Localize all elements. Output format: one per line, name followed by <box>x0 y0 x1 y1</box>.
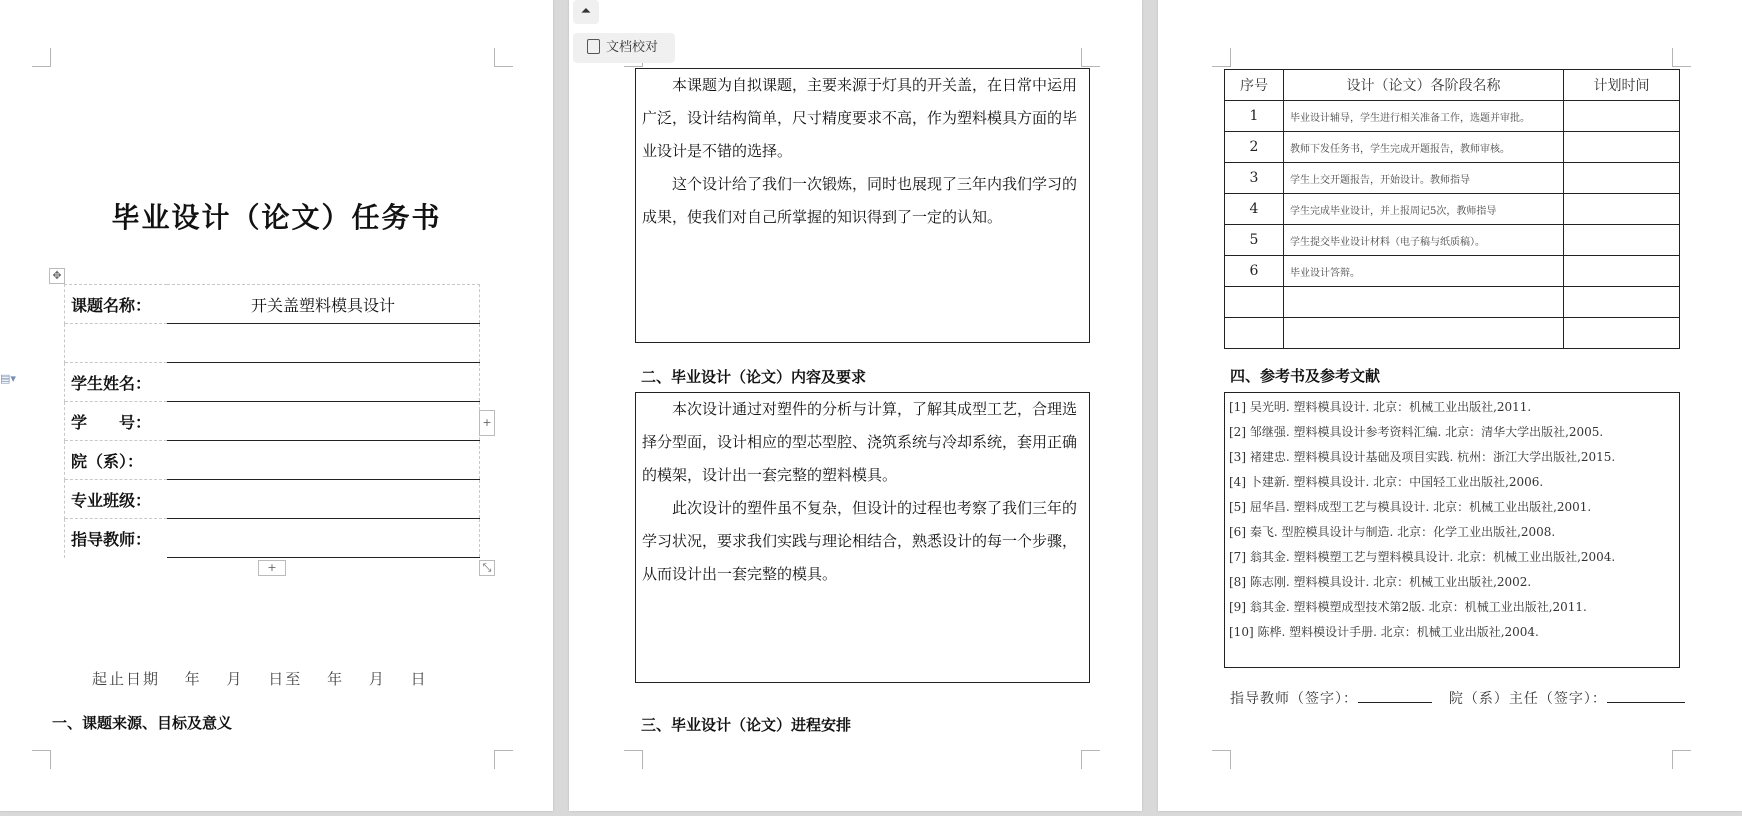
crop-mark <box>1212 48 1231 67</box>
teacher-signature-field[interactable] <box>1358 688 1432 703</box>
row-index <box>1225 318 1284 349</box>
table-row <box>1225 101 1680 132</box>
reference-item: [5] 屈华昌. 塑料成型工艺与模具设计. 北京：机械工业出版社,2001. <box>1229 500 1592 514</box>
stage-description: 毕业设计答辩。 <box>1284 256 1564 287</box>
reference-item: [4] 卜建新. 塑料模具设计. 北京：中国轻工业出版社,2006. <box>1229 475 1544 489</box>
teacher-signature-label: 指导教师（签字）： <box>1230 691 1358 707</box>
document-page-2 <box>569 0 1142 811</box>
stage-description <box>1284 318 1564 349</box>
form-value-field[interactable] <box>167 441 480 480</box>
planned-time <box>1564 163 1680 194</box>
reference-item: [2] 邹继强. 塑料模具设计参考资料汇编. 北京：清华大学出版社,2005. <box>1229 425 1604 439</box>
stage-description: 学生完成毕业设计，并上报周记5次，教师指导 <box>1284 194 1564 225</box>
stage-description: 教师下发任务书，学生完成开题报告，教师审核。 <box>1284 132 1564 163</box>
form-label: 专业班级： <box>65 480 168 519</box>
col-header-index: 序号 <box>1225 70 1284 101</box>
form-row <box>65 519 480 558</box>
info-form-table <box>64 284 480 558</box>
form-label: 课题名称： <box>65 285 168 324</box>
stage-description <box>1284 287 1564 318</box>
form-row <box>65 363 480 402</box>
paragraph: 本次设计通过对塑件的分析与计算，了解其成型工艺，合理选择分型面，设计相应的型芯型腔、浇筑系统与冷却系统，套用正确的模架，设计出一套完整的塑料模具。 <box>642 400 1078 484</box>
paragraph: 此次设计的塑件虽不复杂，但设计的过程也考察了我们三年的学习状况，要求我们实践与理论相结合，熟悉设计的每一个步骤，从而设计出一套完整的模具。 <box>642 499 1078 583</box>
planned-time <box>1564 132 1680 163</box>
table-row <box>1225 287 1680 318</box>
row-index: 4 <box>1225 194 1284 225</box>
form-value-field[interactable] <box>167 324 480 363</box>
crop-mark <box>32 48 51 67</box>
table-row <box>1225 225 1680 256</box>
document-title: 毕业设计（论文）任务书 <box>111 201 442 234</box>
add-column-icon[interactable]: + <box>479 410 495 436</box>
dean-signature-field[interactable] <box>1607 688 1685 703</box>
add-row-icon[interactable]: + <box>258 560 286 576</box>
section-heading-4: 四、参考书及参考文献 <box>1230 367 1381 385</box>
row-index: 2 <box>1225 132 1284 163</box>
collapse-icon: ⏶ <box>580 4 592 19</box>
form-label: 学 号： <box>65 402 168 441</box>
form-row <box>65 402 480 441</box>
reference-item: [3] 褚建忠. 塑料模具设计基础及项目实践. 杭州：浙江大学出版社,2015. <box>1229 450 1616 464</box>
form-row <box>65 441 480 480</box>
planned-time <box>1564 287 1680 318</box>
form-value-field[interactable] <box>167 480 480 519</box>
collapse-toolbar-button[interactable] <box>573 0 599 24</box>
reference-item: [10] 陈桦. 塑料模设计手册. 北京：机械工业出版社,2004. <box>1229 625 1539 639</box>
proofread-button[interactable] <box>573 33 675 63</box>
reference-item: [9] 翁其金. 塑料模塑成型技术第2版. 北京：机械工业出版社,2011. <box>1229 600 1587 614</box>
row-index <box>1225 287 1284 318</box>
reference-item: [8] 陈志刚. 塑料模具设计. 北京：机械工业出版社,2002. <box>1229 575 1532 589</box>
col-header-time: 计划时间 <box>1564 70 1680 101</box>
reference-item: [7] 翁其金. 塑料模塑工艺与塑料模具设计. 北京：机械工业出版社,2004. <box>1229 550 1616 564</box>
form-label: 院（系）： <box>65 441 168 480</box>
planned-time <box>1564 194 1680 225</box>
schedule-table <box>1224 69 1680 349</box>
row-index: 6 <box>1225 256 1284 287</box>
section-heading-2: 二、毕业设计（论文）内容及要求 <box>641 368 867 386</box>
crop-mark <box>1672 750 1691 769</box>
crop-mark <box>1081 750 1100 769</box>
form-label <box>65 324 168 363</box>
form-row <box>65 480 480 519</box>
stage-description: 毕业设计辅导，学生进行相关准备工作，选题并审批。 <box>1284 101 1564 132</box>
paragraph: 这个设计给了我们一次锻炼，同时也展现了三年内我们学习的成果，使我们对自己所掌握的知识得到了一定的认知。 <box>642 175 1078 226</box>
table-move-handle-icon[interactable]: ✥ <box>49 268 65 284</box>
content-box-2 <box>635 392 1090 683</box>
proofread-label: 文档校对 <box>606 40 659 55</box>
stage-description: 学生上交开题报告，开始设计。教师指导 <box>1284 163 1564 194</box>
form-row <box>65 285 480 324</box>
form-value-field[interactable] <box>167 402 480 441</box>
table-row <box>1225 132 1680 163</box>
dean-signature-label: 院（系）主任（签字）： <box>1448 691 1607 707</box>
paste-options-icon[interactable]: ▤▾ <box>0 372 16 385</box>
table-row <box>1225 163 1680 194</box>
row-index: 3 <box>1225 163 1284 194</box>
crop-mark <box>494 48 513 67</box>
reference-item: [1] 吴光明. 塑料模具设计. 北京：机械工业出版社,2011. <box>1229 400 1532 414</box>
document-page-3 <box>1158 0 1742 811</box>
stage-description: 学生提交毕业设计材料（电子稿与纸质稿）。 <box>1284 225 1564 256</box>
section-heading-3: 三、毕业设计（论文）进程安排 <box>641 716 852 734</box>
signature-line <box>1230 688 1685 708</box>
references-box <box>1224 392 1680 668</box>
table-resize-icon[interactable]: ⤡ <box>479 560 495 576</box>
planned-time <box>1564 256 1680 287</box>
document-page-1 <box>0 0 553 811</box>
planned-time <box>1564 101 1680 132</box>
section-heading-1: 一、课题来源、目标及意义 <box>52 714 233 732</box>
planned-time <box>1564 318 1680 349</box>
document-check-icon <box>587 39 600 54</box>
row-index: 5 <box>1225 225 1284 256</box>
planned-time <box>1564 225 1680 256</box>
form-row <box>65 324 480 363</box>
row-index: 1 <box>1225 101 1284 132</box>
content-box-1 <box>635 68 1090 343</box>
table-row <box>1225 318 1680 349</box>
col-header-stage: 设计（论文）各阶段名称 <box>1284 70 1564 101</box>
crop-mark <box>1212 750 1231 769</box>
paragraph: 本课题为自拟课题，主要来源于灯具的开关盖，在日常中运用广泛，设计结构简单，尺寸精度要求不高，作为塑料模具方面的毕业设计是不错的选择。 <box>642 76 1078 160</box>
form-value-field[interactable] <box>167 519 480 558</box>
crop-mark <box>624 750 643 769</box>
crop-mark <box>32 750 51 769</box>
crop-mark <box>1081 48 1100 67</box>
table-row <box>1225 194 1680 225</box>
form-label: 指导教师： <box>65 519 168 558</box>
start-end-date-line: 起止日期 年 月 日至 年 月 日 <box>92 670 428 688</box>
form-label: 学生姓名： <box>65 363 168 402</box>
reference-item: [6] 秦飞. 型腔模具设计与制造. 北京：化学工业出版社,2008. <box>1229 525 1556 539</box>
form-value-field[interactable]: 开关盖塑料模具设计 <box>167 285 480 324</box>
crop-mark <box>1672 48 1691 67</box>
form-value-field[interactable] <box>167 363 480 402</box>
table-row <box>1225 256 1680 287</box>
crop-mark <box>494 750 513 769</box>
